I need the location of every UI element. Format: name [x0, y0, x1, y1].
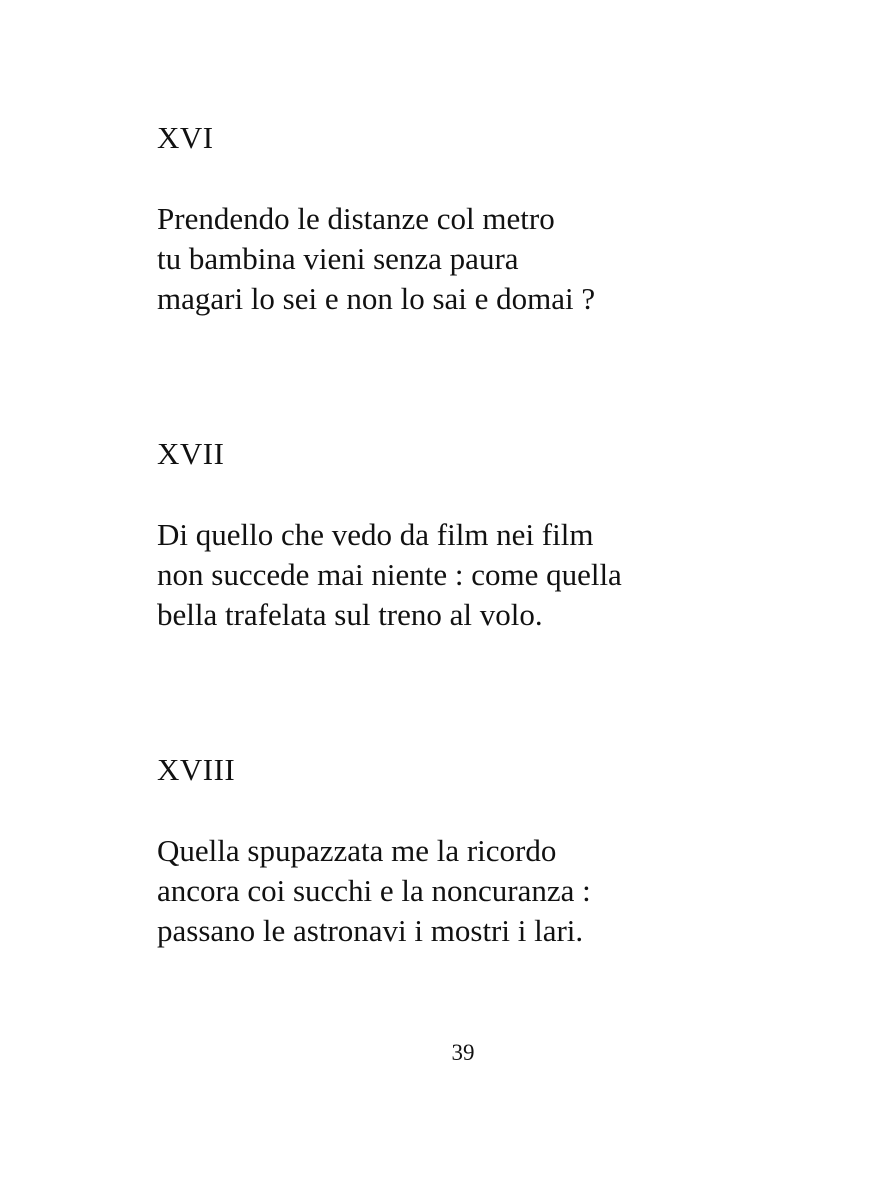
verse-line: Prendendo le distanze col metro	[157, 201, 555, 236]
stanza-verses	[157, 515, 797, 635]
verse-line: bella trafelata sul treno al volo.	[157, 597, 543, 632]
verse-line: ancora coi succhi e la noncuranza :	[157, 873, 591, 908]
verse-line: non succede mai niente : come quella	[157, 557, 622, 592]
poem-stanza	[157, 436, 797, 635]
stanza-numeral: XVI	[157, 120, 214, 155]
verse-line: Quella spupazzata me la ricordo	[157, 833, 557, 868]
verse-line: Di quello che vedo da film nei film	[157, 517, 594, 552]
verse-line: magari lo sei e non lo sai e domai ?	[157, 281, 596, 316]
verse-line: passano le astronavi i mostri i lari.	[157, 913, 584, 948]
stanza-verses	[157, 199, 797, 319]
verse-line: tu bambina vieni senza paura	[157, 241, 519, 276]
stanza-numeral: XVIII	[157, 752, 236, 787]
poem-stanza	[157, 752, 797, 951]
stanza-verses	[157, 831, 797, 951]
page-number: 39	[451, 1040, 475, 1065]
stanza-numeral: XVII	[157, 436, 225, 471]
poem-stanza	[157, 120, 797, 319]
